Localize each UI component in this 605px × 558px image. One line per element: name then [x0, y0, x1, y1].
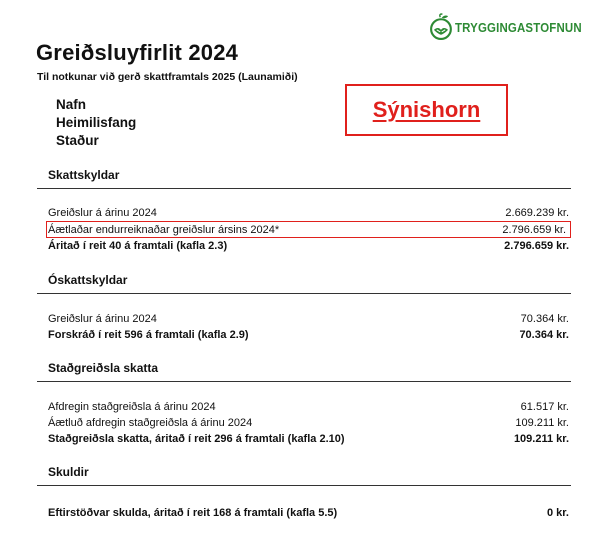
recipient-name: Nafn — [56, 97, 86, 112]
table-row-total — [48, 238, 569, 253]
section-divider — [37, 485, 571, 486]
row-label: Greiðslur á árinu 2024 — [48, 206, 157, 219]
page-title: Greiðsluyfirlit 2024 — [36, 40, 239, 65]
table-row — [48, 205, 569, 220]
brand-name: TRYGGINGASTOFNUN — [454, 19, 582, 35]
section-divider — [37, 293, 571, 294]
table-row-total — [48, 431, 569, 446]
section-heading-debts: Skuldir — [48, 465, 89, 479]
row-label: Eftirstöðvar skulda, áritað í reit 168 á framtali (kafla 5.5) — [48, 506, 338, 519]
row-amount: 2.796.659 kr. — [502, 223, 566, 236]
row-amount: 2.796.659 kr. — [504, 239, 569, 252]
table-row — [48, 311, 569, 326]
row-label: Áætluð afdregin staðgreiðsla á árinu 2024 — [48, 416, 253, 429]
row-amount: 0 kr. — [546, 506, 569, 519]
table-row-total — [48, 327, 569, 342]
row-amount: 61.517 kr. — [520, 400, 569, 413]
section-heading-withholding: Staðgreiðsla skatta — [48, 361, 159, 375]
row-amount: 70.364 kr. — [519, 328, 569, 341]
row-label: Áætlaðar endurreiknaðar greiðslur ársins 2024* — [48, 223, 280, 236]
section-divider — [37, 381, 571, 382]
row-amount: 70.364 kr. — [520, 312, 569, 325]
sample-stamp — [345, 84, 508, 136]
table-row-highlighted — [48, 222, 566, 237]
table-row-total — [48, 505, 569, 520]
row-amount: 2.669.239 kr. — [505, 206, 569, 219]
section-heading-nontaxable: Óskattskyldar — [48, 273, 128, 287]
row-label: Forskráð í reit 596 á framtali (kafla 2.9) — [48, 328, 249, 341]
recipient-address: Heimilisfang — [56, 115, 137, 130]
row-amount: 109.211 kr. — [515, 416, 569, 429]
sample-stamp-text: Sýnishorn — [372, 97, 481, 122]
apple-hands-icon — [429, 7, 453, 47]
row-label: Afdregin staðgreiðsla á árinu 2024 — [48, 400, 216, 413]
table-row — [48, 399, 569, 414]
brand-logo — [429, 7, 599, 47]
recipient-place: Staður — [56, 133, 99, 148]
table-row — [48, 415, 569, 430]
page-subtitle: Til notkunar við gerð skattframtals 2025 (Launamiði) — [37, 71, 298, 83]
row-label: Staðgreiðsla skatta, áritað í reit 296 á framtali (kafla 2.10) — [48, 432, 345, 445]
section-heading-taxable: Skattskyldar — [48, 168, 120, 182]
row-label: Áritað í reit 40 á framtali (kafla 2.3) — [48, 239, 228, 252]
row-label: Greiðslur á árinu 2024 — [48, 312, 157, 325]
row-amount: 109.211 kr. — [513, 432, 569, 445]
section-divider — [37, 188, 571, 189]
